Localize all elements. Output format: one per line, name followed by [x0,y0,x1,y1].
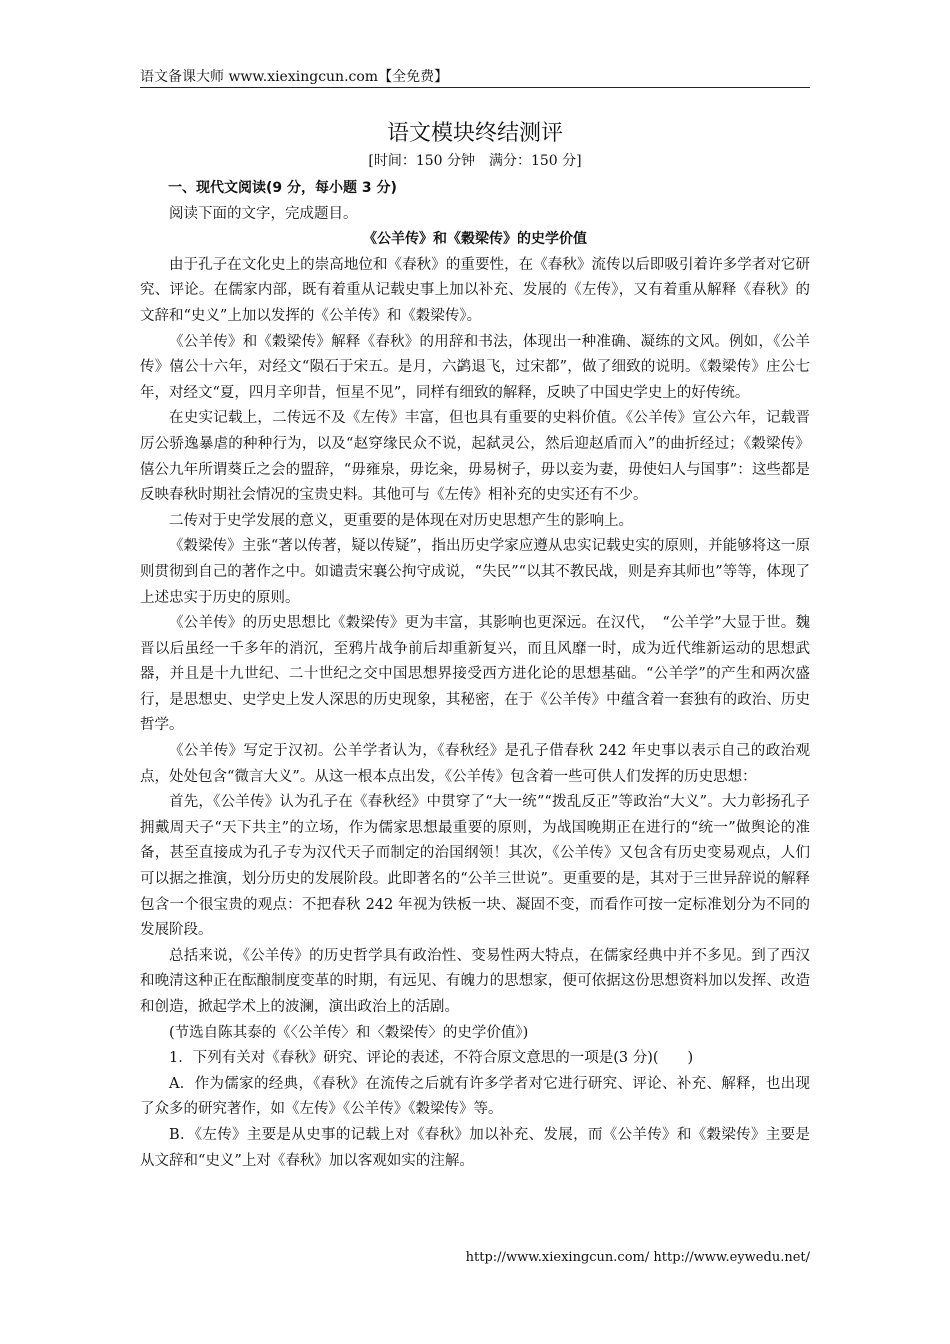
paragraph-5: 《穀梁传》主张“著以传著，疑以传疑”，指出历史学家应遵从忠实记载史实的原则，并能够将这一原则贯彻到自己的著作之中。如谴责宋襄公拘守成说，“失民”“以其不教民战，则是弃其师也”等等，体现了上述忠实于历史的原则。 [140,538,810,606]
paragraph-6: 《公羊传》的历史思想比《穀梁传》更为丰富，其影响也更深远。在汉代， “公羊学”大显于世。魏晋以后虽经一千多年的消沉，至鸦片战争前后却重新复兴，而且风靡一时，成为近代维新运动的思想武器，并且是十九世纪、二十世纪之交中国思想界接受西方进化论的思想基础。“公羊学”的产生和两次盛行，是思想史、史学史上发人深思的历史现象，其秘密，在于《公羊传》中蕴含着一套独有的政治、历史哲学。 [140,615,810,734]
page-footer: http://www.xiexingcun.com/ http://www.eywedu.net/ [465,1250,810,1265]
article-title: 《公羊传》和《穀梁传》的史学价值 [363,231,587,248]
paragraph-4: 二传对于史学发展的意义，更重要的是体现在对历史思想产生的影响上。 [169,512,633,529]
page-header: 语文备课大师 www.xiexingcun.com【全免费】 [140,67,810,88]
question-1: 1．下列有关对《春秋》研究、评论的表述，不符合原文意思的一项是(3 分)( ) [169,1050,694,1067]
document-body [140,176,810,1174]
paragraph-7: 《公羊传》写定于汉初。公羊学者认为，《春秋经》是孔子借春秋 242 年史事以表示自己的政治观点，处处包含“微言大义”。从这一根本点出发，《公羊传》包含着一些可供人们发挥的历史思想： [140,743,810,785]
paragraph-8: 首先，《公羊传》认为孔子在《春秋经》中贯穿了“大一统”“拨乱反正”等政治“大义”。大力彰扬孔子拥戴周天子“天下共主”的立场，作为儒家思想最重要的原则，为战国晚期正在进行的“统一”做舆论的准备，甚至直接成为孔子专为汉代天子而制定的治国纲领！其次，《公羊传》又包含有历史变易观点，人们可以据之推演，划分历史的发展阶段。此即著名的“公羊三世说”。更重要的是，其对于三世异辞说的解释包含一个很宝贵的观点：不把春秋 242 年视为铁板一块、凝固不变，而看作可按一定标准划分为不同的发展阶段。 [140,794,810,939]
paragraph-3: 在史实记载上，二传远不及《左传》丰富，但也具有重要的史料价值。《公羊传》宣公六年，记载晋厉公骄逸暴虐的种种行为，以及“赵穿缘民众不说，起弑灵公，然后迎赵盾而入”的曲折经过；《穀梁传》僖公九年所谓葵丘之会的盟辞，“毋雍泉，毋讫籴，毋易树子，毋以妾为妻，毋使妇人与国事”：这些都是反映春秋时期社会情况的宝贵史料。其他可与《左传》相补充的史实还有不少。 [140,410,810,504]
page-title: 语文模块终结测评 [386,121,563,146]
option-a: A．作为儒家的经典，《春秋》在流传之后就有许多学者对它进行研究、评论、补充、解释，也出现了众多的研究著作，如《左传》《公羊传》《穀梁传》等。 [140,1075,810,1118]
paragraph-9: 总括来说，《公羊传》的历史哲学具有政治性、变易性两大特点，在儒家经典中并不多见。到了西汉和晚清这种正在酝酿制度变革的时期，有远见、有魄力的思想家，便可依据这份思想资料加以发挥、改造和创造，掀起学术上的波澜，演出政治上的活剧。 [140,947,810,1015]
paragraph-1: 由于孔子在文化史上的崇高地位和《春秋》的重要性，在《春秋》流传以后即吸引着许多学者对它研究、评论。在儒家内部，既有着重从记载史事上加以补充、发展的《左传》，又有着重从解释《春秋》的文辞和“史义”上加以发挥的《公羊传》和《穀梁传》。 [140,256,810,324]
paragraph-2: 《公羊传》和《穀梁传》解释《春秋》的用辞和书法，体现出一种准确、凝练的文风。例如，《公羊传》僖公十六年，对经文“陨石于宋五。是月，六鹢退飞，过宋都”，做了细致的说明。《穀梁传》庄公七年，对经文“夏，四月辛卯昔，恒星不见”，同样有细致的解释，反映了中国史学史上的好传统。 [140,333,810,401]
source-citation: (节选自陈其泰的《〈公羊传〉和〈穀梁传〉的史学价值》) [169,1024,529,1041]
exam-time-info: [时间：150 分钟 满分：150 分] [368,153,582,169]
instruction-text: 阅读下面的文字，完成题目。 [169,205,358,222]
option-b: B．《左传》主要是从史事的记载上对《春秋》加以补充、发展，而《公羊传》和《穀梁传》主要是从文辞和“史义”上对《春秋》加以客观如实的注解。 [140,1126,810,1169]
section-heading: 一、现代文阅读(9 分，每小题 3 分) [168,180,397,196]
